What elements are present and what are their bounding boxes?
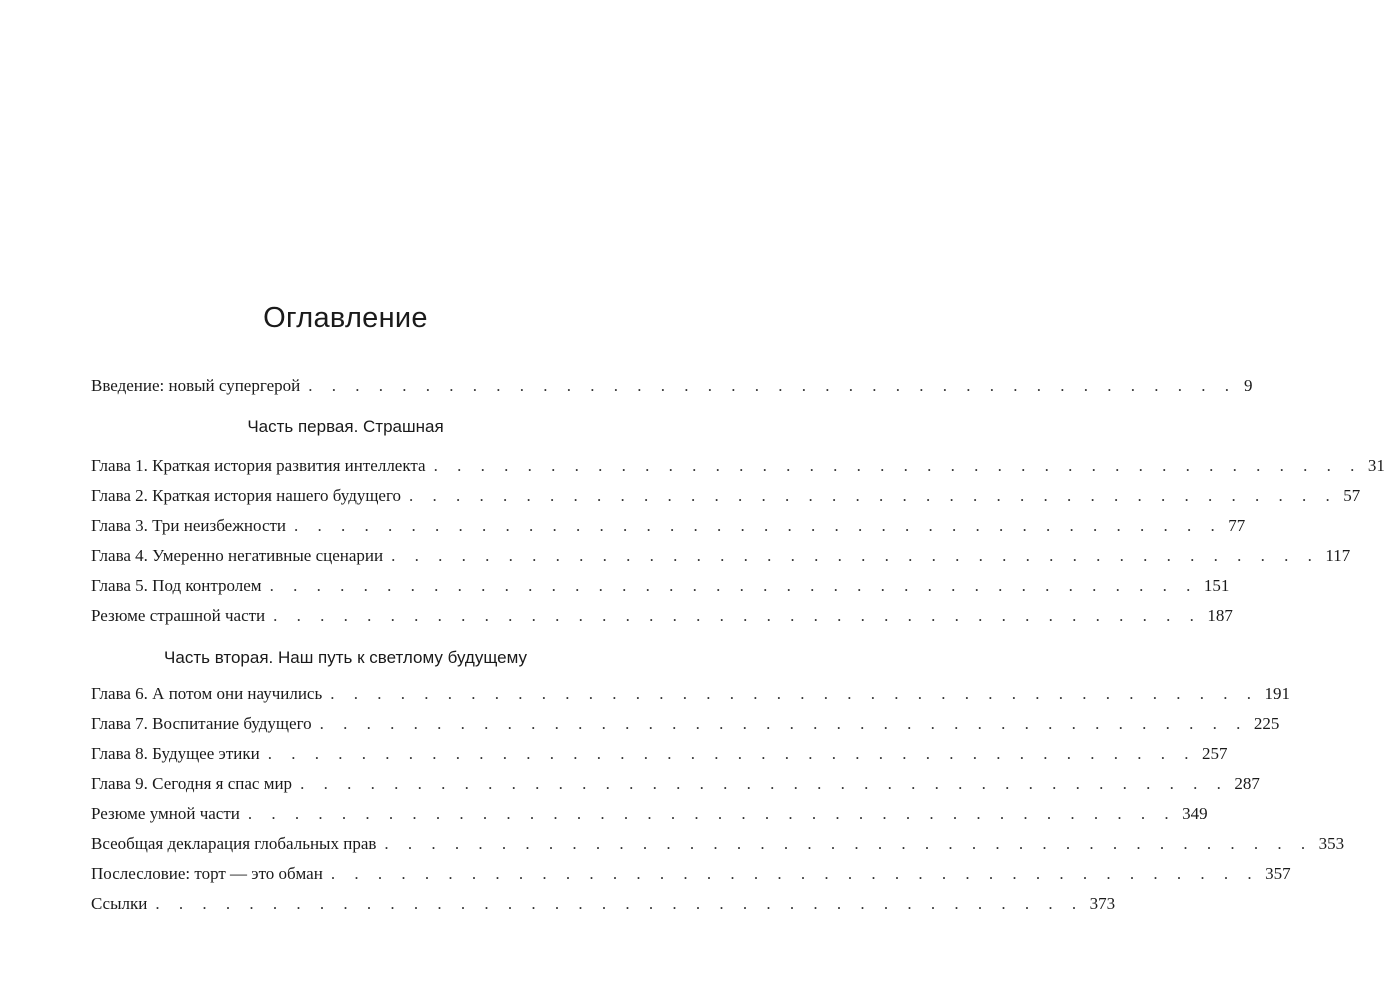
toc-entry[interactable] bbox=[91, 864, 1291, 890]
toc-entry[interactable] bbox=[91, 516, 1246, 542]
dot-leader: . . . . . . . . . . . . . . . . . . . . . . . . . . . . . . . . . . . . . . . . bbox=[155, 894, 1084, 913]
entry-label: Резюме умной части bbox=[91, 804, 240, 823]
toc-entry[interactable] bbox=[91, 834, 1345, 860]
entry-label: Глава 3. Три неизбежности bbox=[91, 516, 287, 535]
entry-page-number: 77 bbox=[1228, 516, 1246, 535]
entry-label: Глава 4. Умеренно негативные сценарии bbox=[91, 546, 384, 565]
entry-label: Ссылки bbox=[91, 894, 148, 913]
toc-entry[interactable] bbox=[91, 606, 1233, 632]
entry-page-number: 57 bbox=[1343, 486, 1361, 505]
dot-leader: . . . . . . . . . . . . . . . . . . . . . . . . . . . . . . . . . . . . . . . . bbox=[391, 546, 1320, 565]
dot-leader: . . . . . . . . . . . . . . . . . . . . . . . . . . . . . . . . . . . . . . . . bbox=[384, 834, 1313, 853]
entry-label: Послесловие: торт — это обман bbox=[91, 864, 323, 883]
entry-label: Глава 2. Краткая история нашего будущего bbox=[91, 486, 402, 505]
part-heading: Часть вторая. Наш путь к светлому будущему bbox=[164, 648, 527, 667]
entry-page-number: 357 bbox=[1265, 864, 1291, 883]
dot-leader: . . . . . . . . . . . . . . . . . . . . . . . . . . . . . . . . . . . . . . . . bbox=[319, 714, 1248, 733]
toc-title: Оглавление bbox=[263, 302, 428, 334]
toc-entry[interactable] bbox=[91, 684, 1290, 710]
toc-entry[interactable] bbox=[91, 804, 1208, 830]
dot-leader: . . . . . . . . . . . . . . . . . . . . . . . . . . . . . . . . . . . . . . . . bbox=[294, 516, 1223, 535]
part-heading: Часть первая. Страшная bbox=[247, 417, 444, 436]
toc-entry[interactable] bbox=[91, 714, 1280, 740]
entry-page-number: 151 bbox=[1203, 576, 1230, 595]
toc-entry[interactable] bbox=[91, 486, 1361, 512]
dot-leader: . . . . . . . . . . . . . . . . . . . . . . . . . . . . . . . . . . . . . . . . bbox=[433, 456, 1362, 475]
entry-label: Глава 7. Воспитание будущего bbox=[91, 714, 312, 733]
entry-label: Глава 5. Под контролем bbox=[91, 576, 262, 595]
entry-label: Глава 8. Будущее этики bbox=[91, 744, 260, 763]
toc-entry[interactable] bbox=[91, 546, 1351, 572]
dot-leader: . . . . . . . . . . . . . . . . . . . . . . . . . . . . . . . . . . . . . . . . bbox=[330, 864, 1260, 883]
dot-leader: . . . . . . . . . . . . . . . . . . . . . . . . . . . . . . . . . . . . . . . . bbox=[409, 486, 1338, 505]
toc-entry[interactable] bbox=[91, 894, 1116, 920]
entry-page-number: 287 bbox=[1234, 774, 1260, 793]
dot-leader: . . . . . . . . . . . . . . . . . . . . . . . . . . . . . . . . . . . . . . . . bbox=[267, 744, 1196, 763]
entry-label: Глава 6. А потом они научились bbox=[91, 684, 323, 703]
entry-label: Резюме страшной части bbox=[91, 606, 266, 625]
entry-page-number: 353 bbox=[1318, 834, 1345, 853]
dot-leader: . . . . . . . . . . . . . . . . . . . . . . . . . . . . . . . . . . . . . . . . bbox=[273, 606, 1202, 625]
entry-page-number: 191 bbox=[1264, 684, 1290, 703]
dot-leader: . . . . . . . . . . . . . . . . . . . . . . . . . . . . . . . . . . . . . . . . bbox=[247, 804, 1177, 823]
entry-page-number: 373 bbox=[1089, 894, 1116, 913]
entry-label: Глава 1. Краткая история развития интеллекта bbox=[91, 456, 426, 475]
dot-leader: . . . . . . . . . . . . . . . . . . . . . . . . . . . . . . . . . . . . . . . . bbox=[269, 576, 1198, 595]
toc-entry[interactable] bbox=[91, 456, 1385, 482]
toc-entry[interactable] bbox=[91, 774, 1260, 800]
entry-label: Введение: новый супергерой bbox=[91, 376, 301, 395]
dot-leader: . . . . . . . . . . . . . . . . . . . . . . . . . . . . . . . . . . . . . . . . bbox=[300, 774, 1229, 793]
dot-leader: . . . . . . . . . . . . . . . . . . . . . . . . . . . . . . . . . . . . . . . . bbox=[330, 684, 1259, 703]
toc-entry[interactable] bbox=[91, 744, 1228, 770]
entry-page-number: 349 bbox=[1182, 804, 1208, 823]
entry-page-number: 117 bbox=[1325, 546, 1351, 565]
toc-entry[interactable] bbox=[91, 576, 1230, 602]
entry-page-number: 225 bbox=[1253, 714, 1280, 733]
dot-leader: . . . . . . . . . . . . . . . . . . . . . . . . . . . . . . . . . . . . . . . . bbox=[308, 376, 1237, 395]
entry-label: Всеобщая декларация глобальных прав bbox=[91, 834, 377, 853]
entry-page-number: 9 bbox=[1244, 376, 1253, 395]
entry-page-number: 31 bbox=[1367, 456, 1385, 475]
toc-entry[interactable] bbox=[91, 376, 1253, 402]
entry-label: Глава 9. Сегодня я спас мир bbox=[91, 774, 293, 793]
entry-page-number: 187 bbox=[1207, 606, 1233, 625]
entry-page-number: 257 bbox=[1201, 744, 1228, 763]
